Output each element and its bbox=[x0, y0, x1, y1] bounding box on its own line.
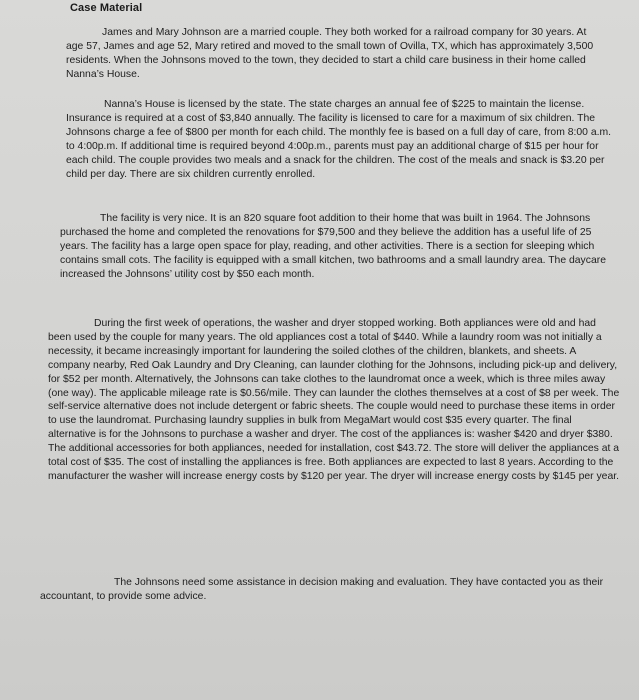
paragraph-licensing: Nanna’s House is licensed by the state. The state charges an annual fee of $225 to maintain the license. Insurance is required at a cost of $3,840 annually. The facility is licensed to care for a maximum of six children. The Johnsons charge a fee of $800 per month for each child. The monthly fee is based on a full day of care, from 8:00 a.m. to 4:00p.m. If additional time is required beyond 4:00p.m., parents must pay an additional charge of $15 per hour for each child. The couple provides two meals and a snack for the children. The cost of the meals and snack is $3.20 per child per day. There are six children currently enrolled. bbox=[66, 99, 612, 180]
paragraph-intro: James and Mary Johnson are a married couple. They both worked for a railroad company for 30 years. At age 57, James and age 52, Mary retired and moved to the small town of Ovilla, TX, which has approximately 3,500 residents. When the Johnsons moved to the town, they decided to start a child care business in their home called Nanna’s House. bbox=[66, 27, 594, 80]
document-heading: Case Material bbox=[70, 2, 143, 14]
paragraph-laundry: During the first week of operations, the washer and dryer stopped working. Both appliances were old and had been used by the couple for many years. The old appliances cost a total of $440. While a laundry room was not initially a necessity, it became increasingly important for laundering the soiled clothes of the children, blankets, and sheets. A company nearby, Red Oak Laundry and Dry Cleaning, can launder clothing for the Johnsons, including pick-up and delivery, for $52 per month. Alternatively, the Johnsons can take clothes to the laundromat once a week, which is three miles away (one way). The applicable mileage rate is $0.56/mile. They can launder the clothes themselves at a cost of $8 per week. The self-service alternative does not include detergent or fabric sheets. The couple would need to purchase these items in order to use the laundromat. Purchasing laundry supplies in bulk from MegaMart would cost $35 every quarter. The final alternative is for the Johnsons to purchase a washer and dryer. The cost of the appliances is: washer $420 and dryer $380. The additional accessories for both appliances, needed for installation, cost $43.72. The store will deliver the appliances at a total cost of $35. The cost of installing the appliances is free. Both appliances are expected to last 8 years. According to the manufacturer the washer will increase energy costs by $120 per year. The dryer will increase energy costs by $145 per year. bbox=[48, 318, 620, 482]
paragraph-facility: The facility is very nice. It is an 820 square foot addition to their home that was built in 1964. The Johnsons purchased the home and completed the renovations for $79,500 and they believe the addition has a useful life of 25 years. The facility has a large open space for play, reading, and other activities. There is a section for sleeping which contains small cots. The facility is equipped with a small kitchen, two bathrooms and a small laundry area. The daycare increased the Johnsons’ utility cost by $50 each month. bbox=[60, 213, 606, 280]
paragraph-request: The Johnsons need some assistance in decision making and evaluation. They have contacted you as their accountant, to provide some advice. bbox=[40, 577, 604, 602]
